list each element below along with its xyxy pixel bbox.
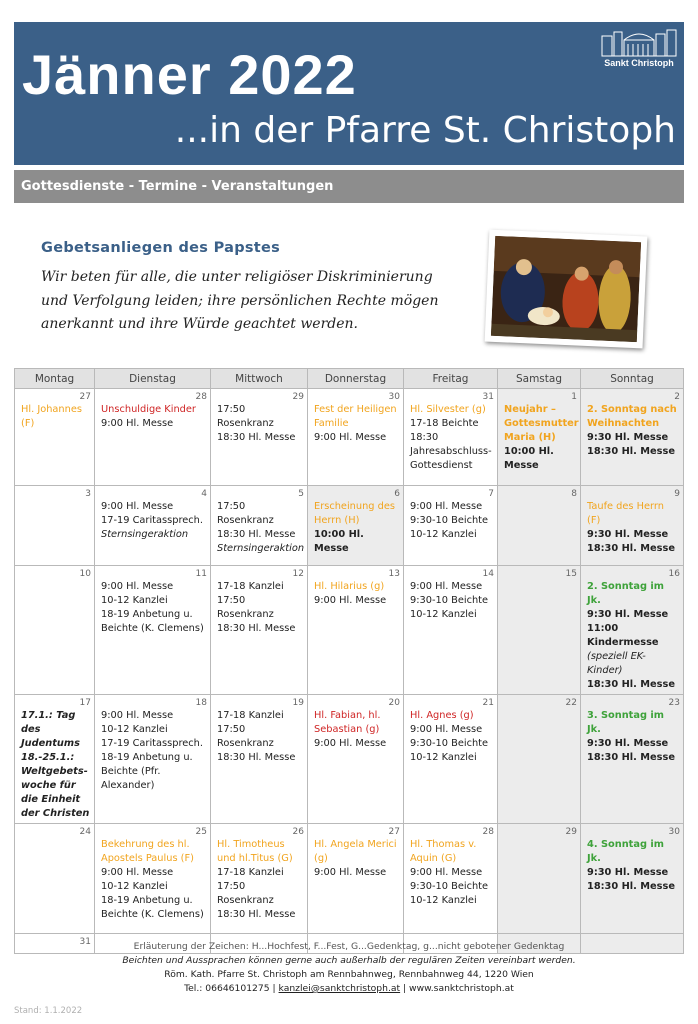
weekday-header-row (15, 369, 684, 389)
calendar-week-row (15, 695, 684, 824)
day-entry: 18:30 Hl. Messe (217, 752, 296, 763)
day-entry: (speziell EK-Kinder) (587, 651, 646, 676)
footer-phone: Tel.: 06646101275 | (184, 983, 279, 994)
weekday-header: Samstag (498, 369, 581, 389)
day-entry: 18:30 Hl. Messe (217, 529, 296, 540)
day-number: 29 (565, 827, 577, 837)
email-link[interactable]: kanzlei@sanktchristoph.at (278, 983, 401, 994)
calendar-day-cell (308, 486, 404, 566)
day-entry: 9:30 Hl. Messe (587, 867, 669, 878)
day-entry: 18:30 Hl. Messe (587, 543, 675, 554)
day-entry: Hl. Johannes (F) (21, 404, 82, 429)
day-entry: 17-18 Kanzlei (217, 867, 284, 878)
day-entry: 9:30-10 Beichte (410, 515, 489, 526)
day-entry: Bekehrung des hl. Apostels Paulus (F) (101, 839, 194, 864)
day-entry: Taufe des Herrn (F) (587, 501, 664, 526)
day-entry: Erscheinung des Herrn (H) (314, 501, 395, 526)
day-entry: 9:00 Hl. Messe (314, 867, 387, 878)
weekday-header: Dienstag (95, 369, 211, 389)
calendar-day-cell (211, 824, 308, 934)
calendar-day-cell (581, 695, 684, 824)
day-entry: Sternsingeraktion (217, 543, 305, 554)
calendar-day-cell (95, 389, 211, 486)
day-entry: 18-19 Anbetung u. Beichte (K. Clemens) (101, 609, 204, 634)
day-entry: 17:50 Rosenkranz (217, 881, 274, 906)
day-entry: 18:30 Hl. Messe (587, 881, 675, 892)
day-entry: 9:00 Hl. Messe (101, 581, 174, 592)
day-entry: 18:30 Hl. Messe (217, 909, 296, 920)
day-entry: 9:00 Hl. Messe (101, 710, 174, 721)
day-number: 30 (388, 392, 400, 402)
day-entry: 9:00 Hl. Messe (314, 738, 387, 749)
day-entry: 17-19 Caritassprech. (101, 738, 203, 749)
day-entry: 9:30-10 Beichte (410, 595, 489, 606)
calendar-day-cell (308, 824, 404, 934)
day-entry: Hl. Thomas v. Aquin (G) (410, 839, 477, 864)
day-entry: 9:30 Hl. Messe (587, 432, 669, 443)
calendar-week-row (15, 566, 684, 695)
calendar-day-cell (308, 695, 404, 824)
day-number: 23 (668, 698, 680, 708)
calendar-day-cell (498, 389, 581, 486)
prayer-line: anerkannt und ihre Würde geachtet werden. (41, 316, 358, 332)
calendar-day-cell (581, 566, 684, 695)
calendar-day-cell (581, 389, 684, 486)
day-number: 8 (571, 489, 577, 499)
day-number: 5 (298, 489, 304, 499)
day-entry: 18:30 Hl. Messe (587, 752, 675, 763)
day-entry: 9:30 Hl. Messe (587, 609, 669, 620)
day-entry: 9:30 Hl. Messe (587, 529, 669, 540)
day-number: 31 (482, 392, 494, 402)
church-logo-icon (600, 26, 678, 58)
day-entry: Hl. Fabian, hl. Sebastian (g) (314, 710, 381, 735)
parish-logo (600, 26, 678, 70)
day-entry: 17-18 Kanzlei (217, 581, 284, 592)
day-entry: 10:00 Hl. Messe (504, 446, 554, 471)
footer (0, 940, 698, 996)
weekday-header: Mittwoch (211, 369, 308, 389)
day-entry: 3. Sonntag im Jk. (587, 710, 664, 735)
day-entry: 2. Sonntag nach Weihnachten (587, 404, 677, 429)
day-number: 12 (292, 569, 304, 579)
logo-text: Sankt Christoph (604, 58, 674, 68)
calendar-day-cell (211, 695, 308, 824)
day-entry: 18-19 Anbetung u. Beichte (K. Clemens) (101, 895, 204, 920)
calendar-day-cell (15, 695, 95, 824)
day-entry: 18.-25.1.: Weltgebets-woche für die Einheit der Christen (21, 752, 90, 819)
calendar-day-cell (308, 566, 404, 695)
day-entry: 18-19 Anbetung u. Beichte (Pfr. Alexander) (101, 752, 193, 791)
calendar-day-cell (404, 695, 498, 824)
footer-web: | www.sanktchristoph.at (400, 983, 514, 994)
day-number: 1 (571, 392, 577, 402)
day-entry: 17.1.: Tag des Judentums (21, 710, 80, 749)
day-number: 28 (195, 392, 207, 402)
day-number: 4 (201, 489, 207, 499)
prayer-line: Wir beten für alle, die unter religiöser Diskriminierung (41, 269, 433, 285)
day-entry: 10-12 Kanzlei (410, 609, 477, 620)
day-number: 20 (388, 698, 400, 708)
day-entry: 10-12 Kanzlei (101, 724, 168, 735)
day-number: 22 (565, 698, 577, 708)
footer-address: Röm. Kath. Pfarre St. Christoph am Rennbahnweg, Rennbahnweg 44, 1220 Wien (164, 969, 534, 980)
day-number: 28 (482, 827, 494, 837)
weekday-header: Donnerstag (308, 369, 404, 389)
calendar-day-cell (15, 566, 95, 695)
nativity-photo (485, 230, 648, 349)
day-number: 30 (668, 827, 680, 837)
day-entry: Hl. Agnes (g) (410, 710, 474, 721)
calendar-week-row (15, 389, 684, 486)
day-entry: Hl. Timotheus und hl.Titus (G) (217, 839, 293, 864)
page-title: Jänner 2022 (22, 43, 357, 106)
weekday-header: Freitag (404, 369, 498, 389)
day-number: 14 (482, 569, 494, 579)
day-entry: 18:30 Hl. Messe (217, 623, 296, 634)
subheader-bar (14, 170, 684, 203)
day-entry: 17:50 Rosenkranz (217, 724, 274, 749)
calendar-day-cell (211, 566, 308, 695)
calendar-day-cell (581, 486, 684, 566)
day-entry: Neujahr – Gottesmutter Maria (H) (504, 404, 579, 443)
day-number: 18 (195, 698, 207, 708)
header-banner (14, 22, 684, 165)
day-number: 27 (388, 827, 400, 837)
prayer-title: Gebetsanliegen des Papstes (41, 240, 281, 256)
day-number: 2 (674, 392, 680, 402)
day-entry: 2. Sonntag im Jk. (587, 581, 664, 606)
day-entry: Hl. Hilarius (g) (314, 581, 385, 592)
day-entry: 17:50 Rosenkranz (217, 404, 274, 429)
day-number: 31 (79, 937, 91, 947)
day-entry: 17-18 Beichte (410, 418, 479, 429)
day-entry: 9:00 Hl. Messe (410, 581, 483, 592)
day-entry: 18:30 Hl. Messe (587, 679, 675, 690)
day-number: 10 (79, 569, 91, 579)
day-number: 29 (292, 392, 304, 402)
calendar-day-cell (404, 486, 498, 566)
day-entry: 9:00 Hl. Messe (314, 432, 387, 443)
prayer-line: und Verfolgung leiden; ihre persönlichen Rechte mögen (41, 292, 439, 309)
weekday-header: Sonntag (581, 369, 684, 389)
day-number: 15 (565, 569, 577, 579)
day-entry: 17:50 Rosenkranz (217, 501, 274, 526)
day-entry: 9:00 Hl. Messe (101, 418, 174, 429)
calendar-day-cell (404, 824, 498, 934)
day-entry: 10:00 Hl. Messe (314, 529, 364, 554)
day-entry: 10-12 Kanzlei (410, 752, 477, 763)
day-entry: 10-12 Kanzlei (410, 529, 477, 540)
day-entry: 10-12 Kanzlei (101, 881, 168, 892)
footer-legend: Erläuterung der Zeichen: H...Hochfest, F...Fest, G...Gedenktag, g...nicht gebotener Gedenktag (133, 941, 565, 952)
calendar-day-cell (498, 824, 581, 934)
day-entry: 9:00 Hl. Messe (101, 501, 174, 512)
nativity-painting-icon (491, 236, 641, 342)
day-entry: 10-12 Kanzlei (410, 895, 477, 906)
day-number: 9 (674, 489, 680, 499)
calendar-day-cell (498, 566, 581, 695)
prayer-text (41, 266, 461, 337)
calendar-day-cell (95, 486, 211, 566)
day-entry: 17-19 Caritassprech. (101, 515, 203, 526)
stand-date: Stand: 1.1.2022 (14, 1006, 83, 1016)
calendar-day-cell (498, 486, 581, 566)
day-entry: 9:00 Hl. Messe (101, 867, 174, 878)
day-entry: 9:00 Hl. Messe (314, 595, 387, 606)
day-entry: Hl. Angela Merici (g) (314, 839, 397, 864)
day-number: 26 (292, 827, 304, 837)
calendar-day-cell (15, 486, 95, 566)
day-entry: 9:00 Hl. Messe (410, 867, 483, 878)
footer-contact (0, 982, 698, 996)
calendar-day-cell (15, 824, 95, 934)
day-entry: 9:30 Hl. Messe (587, 738, 669, 749)
day-entry: Fest der Heiligen Familie (314, 404, 397, 429)
day-entry: 17-18 Kanzlei (217, 710, 284, 721)
day-number: 27 (79, 392, 91, 402)
weekday-header: Montag (15, 369, 95, 389)
day-number: 6 (394, 489, 400, 499)
day-entry: 10-12 Kanzlei (101, 595, 168, 606)
calendar-day-cell (95, 824, 211, 934)
calendar-day-cell (581, 824, 684, 934)
calendar-day-cell (95, 566, 211, 695)
calendar-day-cell (404, 566, 498, 695)
calendar-day-cell (211, 389, 308, 486)
day-number: 21 (482, 698, 494, 708)
calendar-day-cell (15, 389, 95, 486)
day-number: 17 (79, 698, 91, 708)
day-entry: Sternsingeraktion (101, 529, 189, 540)
calendar-day-cell (498, 695, 581, 824)
day-entry: Unschuldige Kinder (101, 404, 196, 415)
day-number: 7 (488, 489, 494, 499)
day-entry: 17:50 Rosenkranz (217, 595, 274, 620)
day-entry: 18:30 Hl. Messe (217, 432, 296, 443)
day-number: 24 (79, 827, 91, 837)
day-entry: 9:00 Hl. Messe (410, 724, 483, 735)
day-entry: 18:30 Jahresabschluss-Gottesdienst (410, 432, 492, 471)
day-entry: 9:30-10 Beichte (410, 881, 489, 892)
day-number: 11 (195, 569, 207, 579)
day-entry: 9:30-10 Beichte (410, 738, 489, 749)
day-number: 16 (668, 569, 680, 579)
calendar-week-row (15, 824, 684, 934)
day-entry: 4. Sonntag im Jk. (587, 839, 664, 864)
calendar-week-row (15, 486, 684, 566)
day-entry: 11:00 Kindermesse (587, 623, 659, 648)
subheader-text: Gottesdienste - Termine - Veranstaltungen (21, 179, 334, 194)
day-number: 13 (388, 569, 400, 579)
calendar-day-cell (211, 486, 308, 566)
day-number: 19 (292, 698, 304, 708)
day-entry: 18:30 Hl. Messe (587, 446, 675, 457)
page-subtitle: ...in der Pfarre St. Christoph (174, 110, 676, 151)
day-entry: Hl. Silvester (g) (410, 404, 486, 415)
day-entry: 9:00 Hl. Messe (410, 501, 483, 512)
day-number: 3 (85, 489, 91, 499)
calendar-day-cell (308, 389, 404, 486)
calendar-day-cell (404, 389, 498, 486)
calendar-table (14, 368, 684, 954)
calendar-day-cell (95, 695, 211, 824)
footer-note: Beichten und Aussprachen können gerne auch außerhalb der regulären Zeiten vereinbart werden. (122, 955, 576, 966)
day-number: 25 (195, 827, 207, 837)
